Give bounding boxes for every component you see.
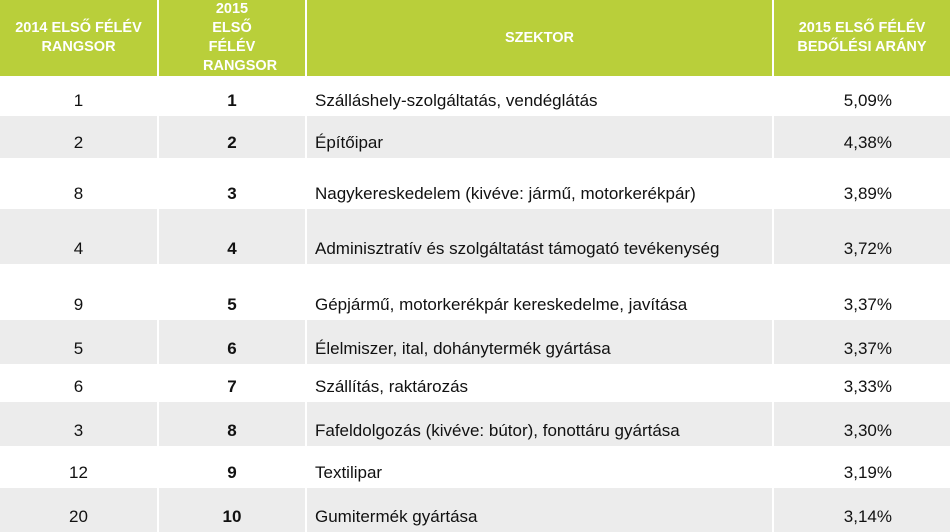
rank-2014-cell: 2 — [0, 116, 158, 158]
rate-cell: 3,37% — [773, 320, 950, 364]
rank-2014-cell: 1 — [0, 76, 158, 116]
rank-2014-cell: 9 — [0, 264, 158, 320]
sector-cell: Szállítás, raktározás — [306, 364, 773, 402]
sector-cell: Gumitermék gyártása — [306, 488, 773, 532]
sector-cell: Fafeldolgozás (kivéve: bútor), fonottáru gyártása — [306, 402, 773, 446]
sector-cell: Nagykereskedelem (kivéve: jármű, motorkerékpár) — [306, 158, 773, 209]
rank-2015-cell: 7 — [158, 364, 306, 402]
rate-cell: 3,33% — [773, 364, 950, 402]
table-row — [0, 488, 950, 532]
rate-cell: 5,09% — [773, 76, 950, 116]
rank-2015-cell: 2 — [158, 116, 306, 158]
rate-cell: 3,30% — [773, 402, 950, 446]
rate-cell: 3,37% — [773, 264, 950, 320]
sector-cell: Gépjármű, motorkerékpár kereskedelme, javítása — [306, 264, 773, 320]
rank-2014-cell: 20 — [0, 488, 158, 532]
sector-cell: Élelmiszer, ital, dohánytermék gyártása — [306, 320, 773, 364]
rank-2015-cell: 3 — [158, 158, 306, 209]
table-row — [0, 364, 950, 402]
table-header-row — [0, 0, 950, 76]
rate-cell: 3,19% — [773, 446, 950, 488]
rank-2015-cell: 6 — [158, 320, 306, 364]
rank-2014-cell: 3 — [0, 402, 158, 446]
rank-2015-cell: 9 — [158, 446, 306, 488]
rank-2014-cell: 8 — [0, 158, 158, 209]
rate-cell: 3,89% — [773, 158, 950, 209]
rank-2015-cell: 10 — [158, 488, 306, 532]
header-rank-2015: 2015 ELSŐ FÉLÉV RANGSOR — [158, 0, 306, 76]
table-row — [0, 264, 950, 320]
header-rank-2014: 2014 ELSŐ FÉLÉV RANGSOR — [0, 0, 158, 76]
table-row — [0, 446, 950, 488]
sector-cell: Építőipar — [306, 116, 773, 158]
table-row — [0, 402, 950, 446]
sector-cell: Szálláshely-szolgáltatás, vendéglátás — [306, 76, 773, 116]
table-row — [0, 76, 950, 116]
rate-cell: 3,14% — [773, 488, 950, 532]
rank-2014-cell: 4 — [0, 209, 158, 264]
rank-2015-cell: 5 — [158, 264, 306, 320]
rank-2015-cell: 4 — [158, 209, 306, 264]
rank-2015-cell: 1 — [158, 76, 306, 116]
table-row — [0, 116, 950, 158]
rank-2015-cell: 8 — [158, 402, 306, 446]
rank-2014-cell: 6 — [0, 364, 158, 402]
table-row — [0, 158, 950, 209]
header-sector: SZEKTOR — [306, 0, 773, 76]
table-row — [0, 320, 950, 364]
sector-cell: Adminisztratív és szolgáltatást támogató tevékenység — [306, 209, 773, 264]
rate-cell: 4,38% — [773, 116, 950, 158]
rank-2014-cell: 5 — [0, 320, 158, 364]
rank-2014-cell: 12 — [0, 446, 158, 488]
sector-cell: Textilipar — [306, 446, 773, 488]
table-row — [0, 209, 950, 264]
rate-cell: 3,72% — [773, 209, 950, 264]
header-rate-2015: 2015 ELSŐ FÉLÉV BEDŐLÉSI ARÁNY — [773, 0, 950, 76]
